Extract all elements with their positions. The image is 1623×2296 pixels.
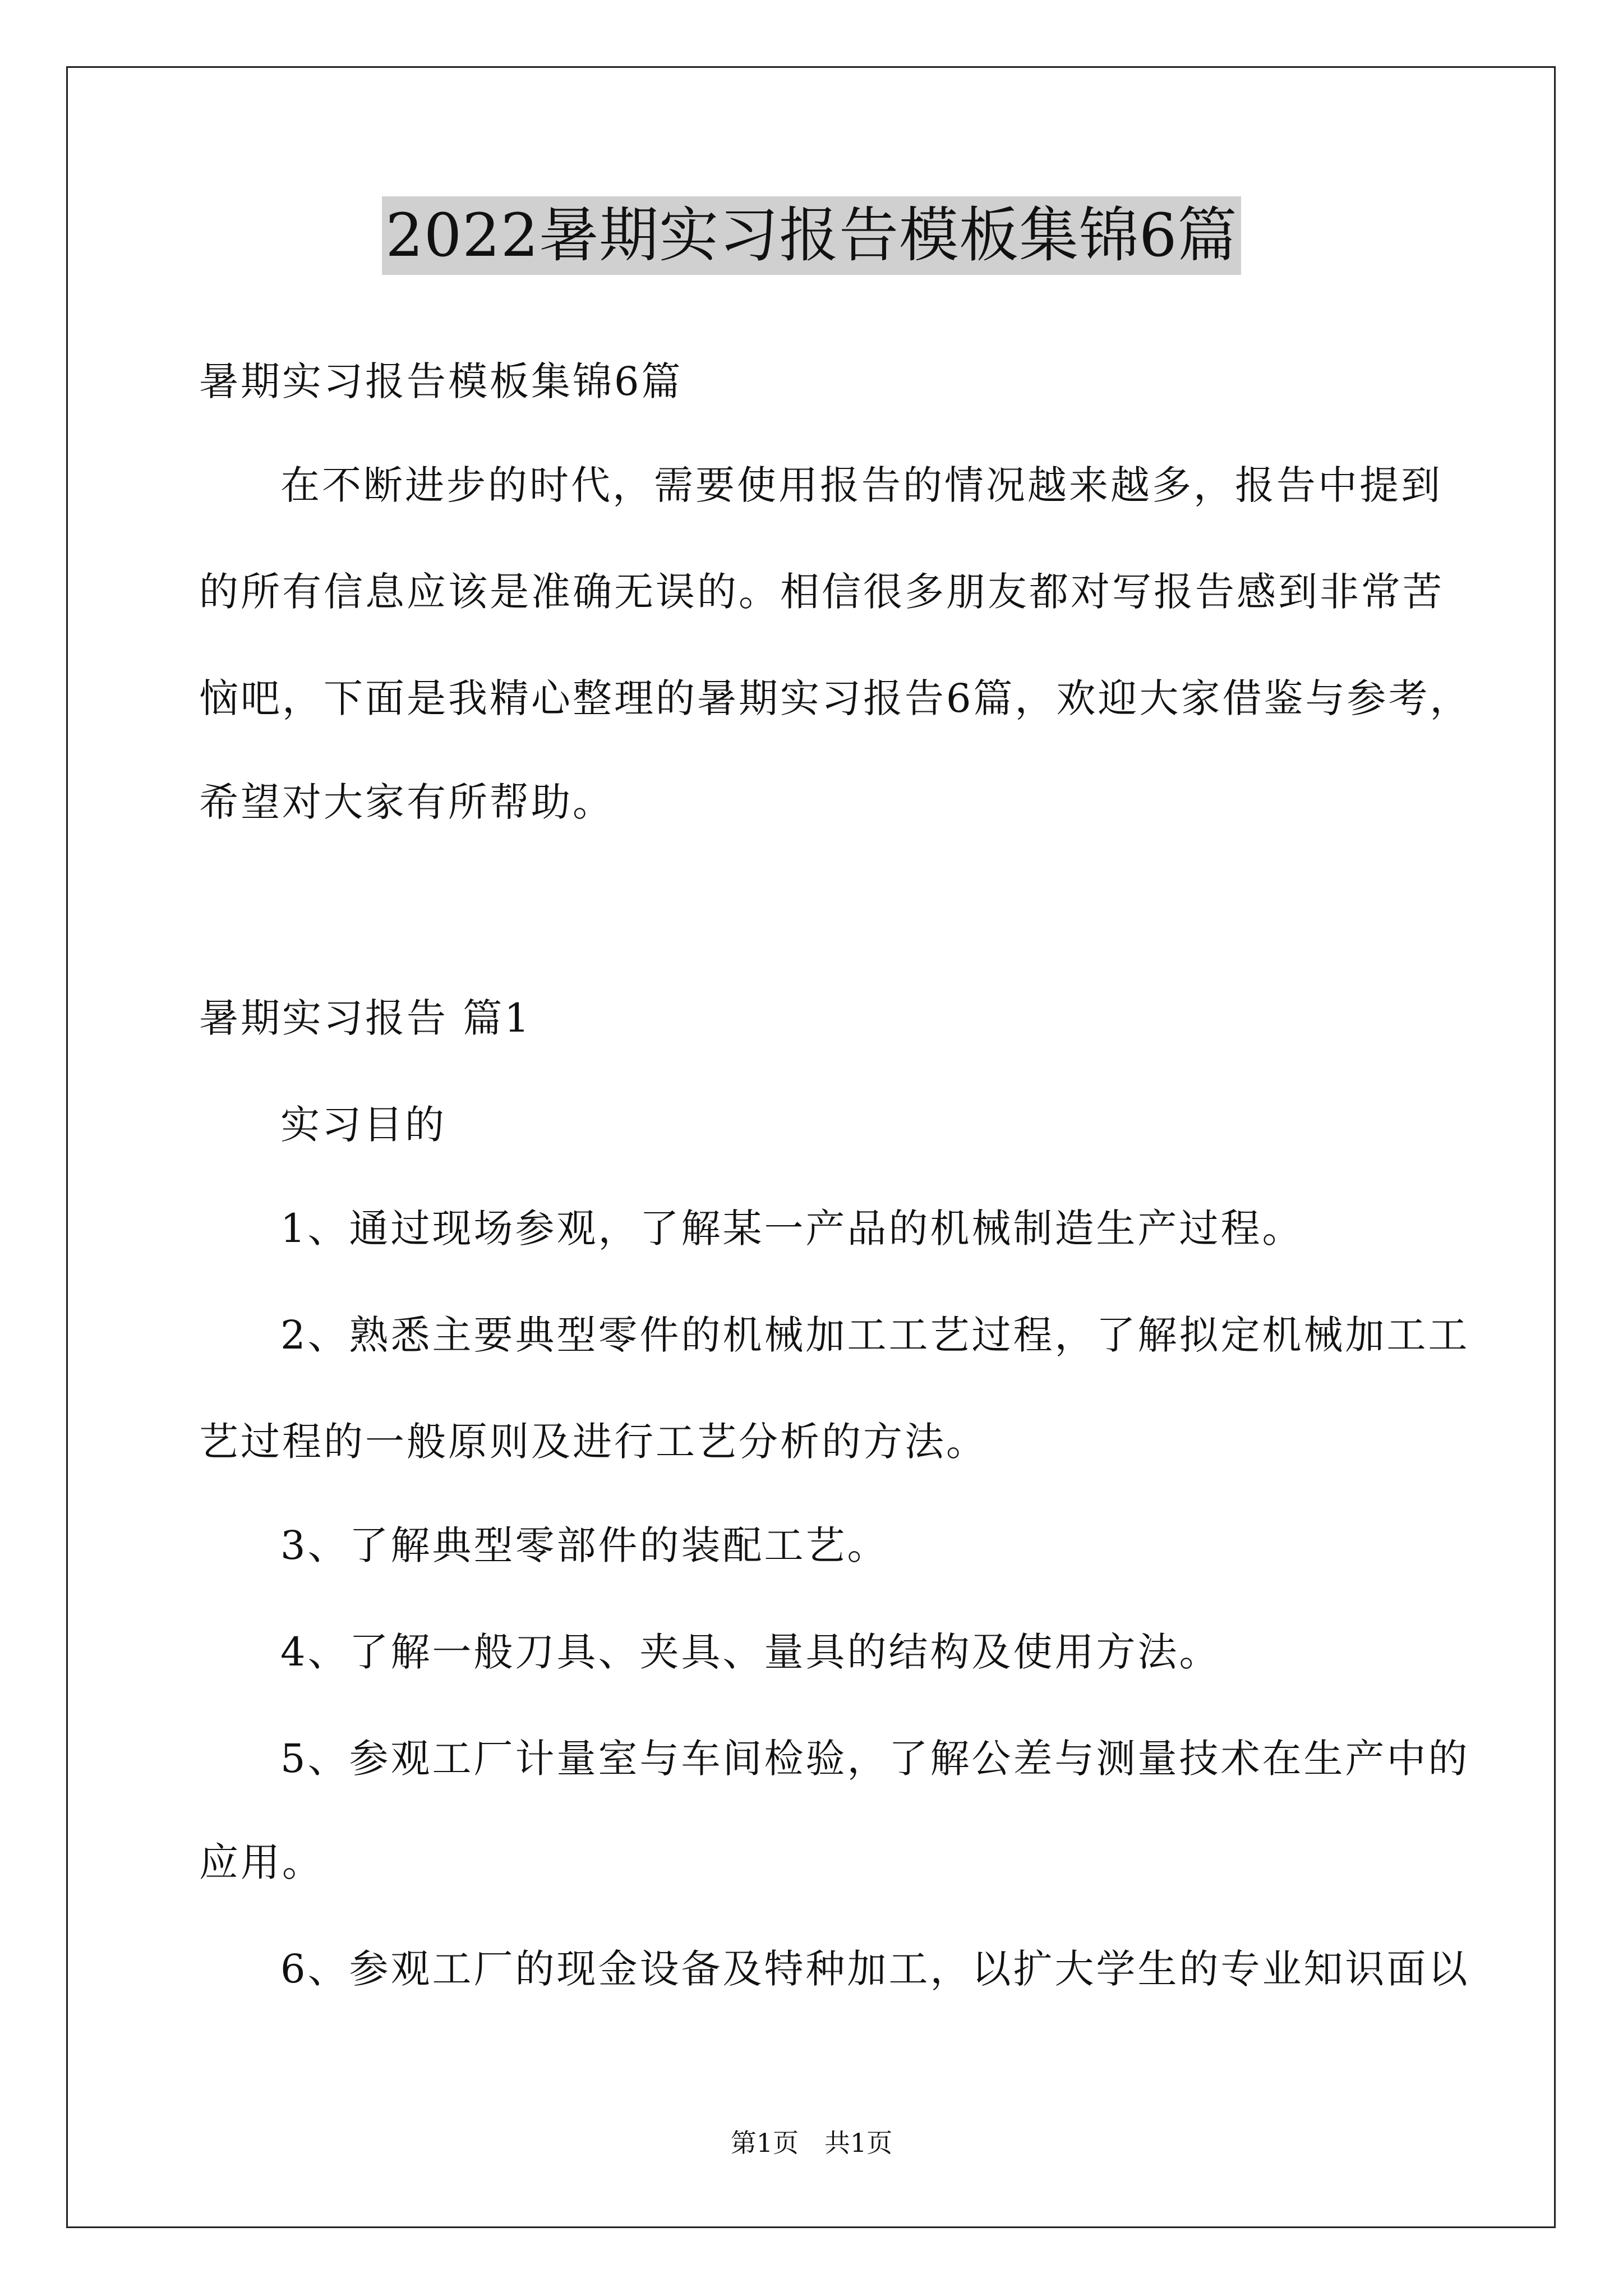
paragraph-line: 3、了解典型零部件的装配工艺。 [280,1522,889,1568]
paragraph-line: 6、参观工厂的现金设备及特种加工，以扩大学生的专业知识面以 [280,1946,1470,1992]
title-container [0,196,1623,275]
paragraph-line: 实习目的 [280,1102,446,1148]
paragraph-line: 在不断进步的时代，需要使用报告的情况越来越多，报告中提到 [280,462,1442,508]
paragraph-line: 1、通过现场参观，了解某一产品的机械制造生产过程。 [280,1205,1304,1251]
paragraph-line: 的所有信息应该是准确无误的。相信很多朋友都对写报告感到非常苦 [199,569,1444,615]
paragraph-line: 希望对大家有所帮助。 [199,779,614,825]
paragraph-line: 艺过程的一般原则及进行工艺分析的方法。 [199,1419,988,1465]
paragraph-line: 4、了解一般刀具、夹具、量具的结构及使用方法。 [280,1629,1221,1675]
subtitle-line: 暑期实习报告模板集锦6篇 [199,358,683,404]
section-heading: 暑期实习报告 篇1 [199,995,532,1041]
paragraph-line: 应用。 [199,1839,324,1885]
document-title: 2022暑期实习报告模板集锦6篇 [382,196,1241,275]
paragraph-line: 恼吧，下面是我精心整理的暑期实习报告6篇，欢迎大家借鉴与参考， [199,675,1472,721]
page-footer: 第1页 共1页 [730,2128,893,2158]
paragraph-line: 5、参观工厂计量室与车间检验，了解公差与测量技术在生产中的 [280,1736,1470,1782]
paragraph-line: 2、熟悉主要典型零件的机械加工工艺过程，了解拟定机械加工工 [280,1312,1470,1358]
